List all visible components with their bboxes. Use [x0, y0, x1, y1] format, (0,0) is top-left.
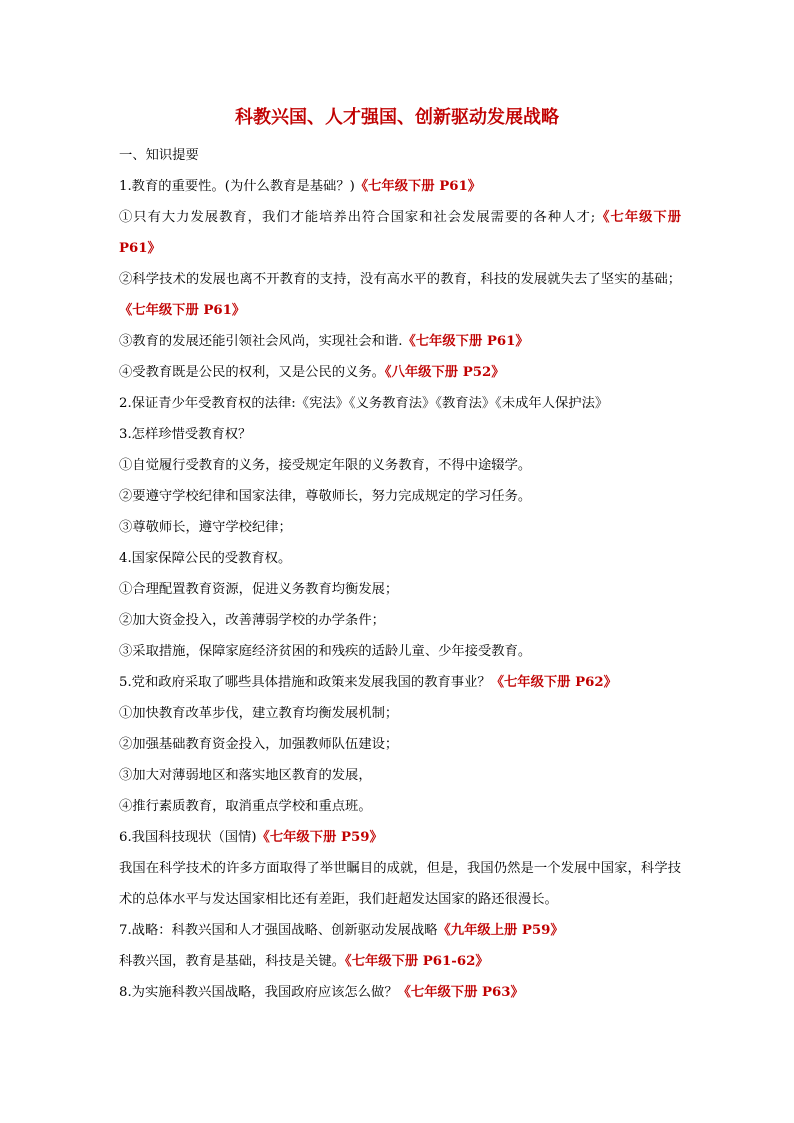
answer-item	[119, 481, 681, 512]
document-title: 科教兴国、人才强国、创新驱动发展战略	[235, 107, 559, 128]
answer-item	[119, 605, 681, 636]
line-text: ③加大对薄弱地区和落实地区教育的发展，	[119, 768, 372, 783]
answer-paragraph	[119, 853, 681, 915]
line-text: 1.教育的重要性。(为什么教育是基础？)	[119, 179, 355, 194]
question-6	[119, 822, 681, 853]
answer-item	[119, 636, 681, 667]
answer-item	[119, 574, 681, 605]
line-text: 7.战略：科教兴国和人才强国战略、创新驱动发展战略	[119, 923, 438, 938]
question-5	[119, 667, 681, 698]
line-text: 5.党和政府采取了哪些具体措施和政策来发展我国的教育事业？	[119, 675, 491, 690]
line-text: ①加快教育改革步伐，建立教育均衡发展机制；	[119, 706, 399, 721]
answer-item	[119, 512, 681, 543]
line-text: ④受教育既是公民的权利，又是公民的义务。	[119, 365, 385, 380]
answer-item	[119, 264, 681, 326]
line-text: 6.我国科技现状（国情)	[119, 830, 257, 845]
content-body	[119, 140, 681, 1008]
line-text: 8.为实施科教兴国战略，我国政府应该怎么做？	[119, 985, 398, 1000]
answer-item	[119, 946, 681, 977]
answer-item	[119, 326, 681, 357]
line-text: ③采取措施，保障家庭经济贫困的和残疾的适龄儿童、少年接受教育。	[119, 644, 532, 659]
line-text: ①自觉履行受教育的义务，接受规定年限的义务教育，不得中途辍学。	[119, 458, 532, 473]
answer-item	[119, 698, 681, 729]
line-text: ②加大资金投入，改善薄弱学校的办学条件；	[119, 613, 385, 628]
line-text: ①只有大力发展教育，我们才能培养出符合国家和社会发展需要的各种人才;	[119, 210, 596, 225]
question-1	[119, 171, 681, 202]
line-text: 我国在科学技术的许多方面取得了举世瞩目的成就，但是，我国仍然是一个发展中国家，科学技术的总体水平与发达国家相比还有差距，我们赶超发达国家的路还很漫长。	[119, 861, 681, 907]
textbook-reference: 《七年级下册 P61》	[119, 210, 682, 256]
question-4	[119, 543, 681, 574]
line-text: 科教兴国，教育是基础，科技是关键。	[119, 954, 346, 969]
line-text: ④推行素质教育，取消重点学校和重点班。	[119, 799, 372, 814]
line-text: ②加强基础教育资金投入，加强教师队伍建设；	[119, 737, 399, 752]
question-3	[119, 419, 681, 450]
answer-item	[119, 450, 681, 481]
answer-item	[119, 357, 681, 388]
answer-item	[119, 729, 681, 760]
section-heading	[119, 140, 681, 171]
textbook-reference: 《七年级下册 P61》	[402, 334, 529, 349]
line-text: 一、知识提要	[119, 148, 199, 163]
answer-item	[119, 202, 681, 264]
line-text: ②科学技术的发展也离不开教育的支持，没有高水平的教育，科技的发展就失去了坚实的基础；	[119, 272, 681, 287]
line-text: 2.保证青少年受教育权的法律:《宪法》《义务教育法》《教育法》《未成年人保护法》	[119, 396, 609, 411]
line-text: ③尊敬师长，遵守学校纪律；	[119, 520, 292, 535]
answer-item	[119, 760, 681, 791]
answer-item	[119, 791, 681, 822]
line-text: 4.国家保障公民的受教育权。	[119, 551, 292, 566]
textbook-reference: 《七年级下册 P61-62》	[345, 954, 489, 969]
textbook-reference: 《七年级下册 P62》	[490, 675, 617, 690]
question-8	[119, 977, 681, 1008]
textbook-reference: 《九年级上册 P59》	[437, 923, 564, 938]
textbook-reference: 《七年级下册 P61》	[354, 179, 482, 194]
textbook-reference: 《八年级下册 P52》	[384, 365, 505, 380]
question-7	[119, 915, 681, 946]
question-2	[119, 388, 681, 419]
textbook-reference: 《七年级下册 P59》	[256, 830, 383, 845]
textbook-reference: 《七年级下册 P63》	[397, 985, 524, 1000]
line-text: ③教育的发展还能引领社会风尚，实现社会和谐.	[119, 334, 403, 349]
textbook-reference: 《七年级下册 P61》	[119, 303, 246, 318]
line-text: ①合理配置教育资源，促进义务教育均衡发展；	[119, 582, 399, 597]
line-text: 3.怎样珍惜受教育权？	[119, 427, 252, 442]
line-text: ②要遵守学校纪律和国家法律，尊敬师长，努力完成规定的学习任务。	[119, 489, 532, 504]
